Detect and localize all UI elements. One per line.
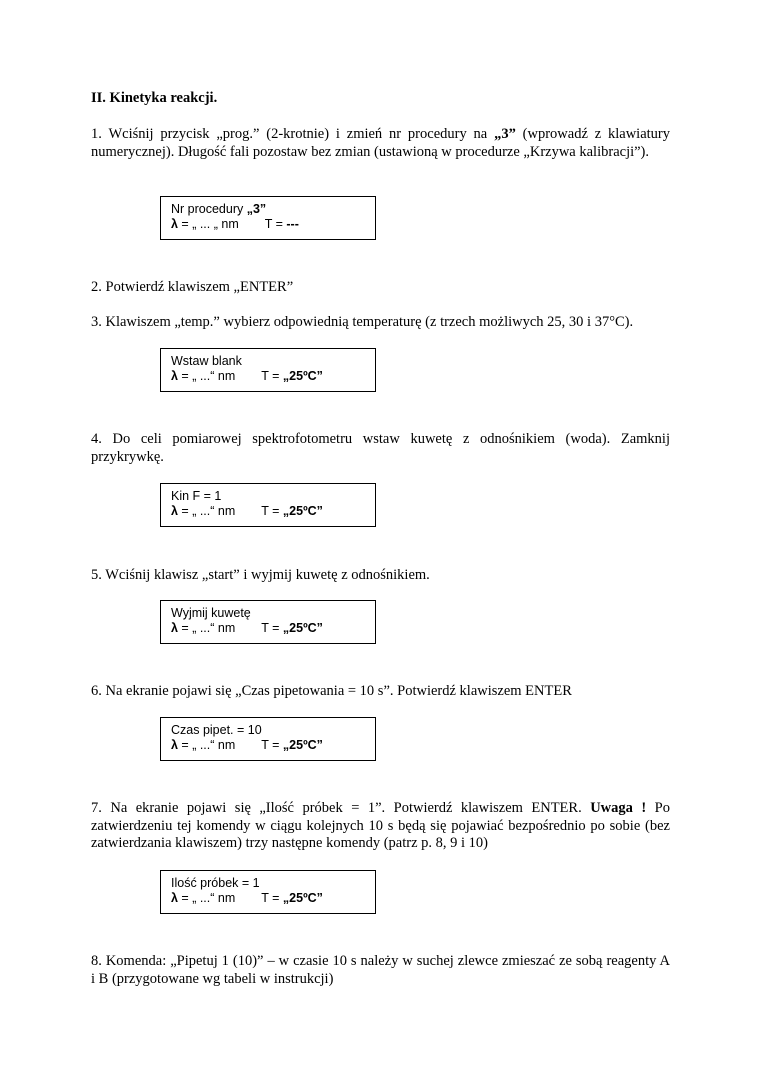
display-box-4 — [160, 600, 376, 644]
step-2-paragraph: 2. Potwierdź klawiszem „ENTER” — [91, 279, 294, 295]
temperature-value: „25ºC” — [282, 504, 323, 518]
temperature-label: T = — [261, 621, 283, 635]
lambda-symbol: λ — [171, 738, 178, 752]
wavelength-value: = „ ...“ nm — [177, 738, 236, 752]
temperature-label: T = — [261, 369, 283, 383]
display-box-6 — [160, 870, 376, 914]
lambda-symbol: λ — [171, 369, 178, 383]
display-line1: Czas pipet. = 10 — [171, 723, 262, 737]
step-7-paragraph — [91, 800, 670, 853]
step-1-text: 1. Wciśnij przycisk „prog.” (2-krotnie) i zmień nr procedury na — [91, 126, 495, 142]
step-7-text: 7. Na ekranie pojawi się „Ilość próbek = 1”. Potwierdź klawiszem ENTER. — [91, 800, 591, 816]
step-1-bold: „3” — [494, 126, 516, 142]
display-box-1 — [160, 196, 376, 240]
display-line1: Kin F = 1 — [171, 489, 222, 503]
lambda-symbol: λ — [171, 891, 178, 905]
wavelength-value: = „ ...“ nm — [177, 504, 236, 518]
display-line1: Nr procedury — [171, 202, 247, 216]
temperature-value: --- — [286, 217, 299, 231]
wavelength-value: = „ ...“ nm — [177, 369, 236, 383]
wavelength-value: = „ ...“ nm — [177, 621, 236, 635]
wavelength-value: = „ ... „ nm — [177, 217, 239, 231]
temperature-label: T = — [264, 217, 287, 231]
temperature-label: T = — [261, 504, 283, 518]
step-7-text-cont: Po zatwierdzeniu tej komendy w ciągu kolejnych 10 s będą się pojawiać bezpośrednio po sobie (bez zatwierdzania klawiszem) trzy następne komendy (patrz p. 8, 9 i 10) — [91, 800, 670, 851]
display-box-5 — [160, 717, 376, 761]
step-4-paragraph: 4. Do celi pomiarowej spektrofotometru wstaw kuwetę z odnośnikiem (woda). Zamknij przykrywkę. — [91, 431, 670, 465]
section-title: II. Kinetyka reakcji. — [91, 90, 218, 106]
lambda-symbol: λ — [171, 621, 178, 635]
step-1-paragraph — [91, 126, 670, 161]
step-6-paragraph: 6. Na ekranie pojawi się „Czas pipetowania = 10 s”. Potwierdź klawiszem ENTER — [91, 683, 572, 699]
display-line1: Ilość próbek = 1 — [171, 876, 260, 890]
step-3-paragraph: 3. Klawiszem „temp.” wybierz odpowiednią temperaturę (z trzech możliwych 25, 30 i 37°C). — [91, 314, 634, 330]
temperature-value: „25ºC” — [282, 891, 323, 905]
wavelength-value: = „ ...“ nm — [177, 891, 236, 905]
display-line1-bold: „3” — [246, 202, 267, 216]
lambda-symbol: λ — [171, 217, 178, 231]
temperature-label: T = — [261, 738, 283, 752]
step-1-text-cont: (wprowadź z klawiatury numerycznej). Długość fali pozostaw bez zmian (ustawioną w procedurze „Krzywa kalibracji”). — [91, 126, 670, 160]
display-line1: Wstaw blank — [171, 354, 242, 368]
temperature-value: „25ºC” — [282, 738, 323, 752]
temperature-value: „25ºC” — [282, 369, 323, 383]
step-5-paragraph: 5. Wciśnij klawisz „start” i wyjmij kuwetę z odnośnikiem. — [91, 567, 430, 583]
lambda-symbol: λ — [171, 504, 178, 518]
display-box-3 — [160, 483, 376, 527]
temperature-label: T = — [261, 891, 283, 905]
display-box-2 — [160, 348, 376, 392]
step-7-warning: Uwaga ! — [590, 800, 647, 816]
step-8-paragraph: 8. Komenda: „Pipetuj 1 (10)” – w czasie 10 s należy w suchej zlewce zmieszać ze sobą reagenty A i B (przygotowane wg tabeli w instrukcji) — [91, 953, 670, 987]
temperature-value: „25ºC” — [282, 621, 323, 635]
display-line1: Wyjmij kuwetę — [171, 606, 251, 620]
